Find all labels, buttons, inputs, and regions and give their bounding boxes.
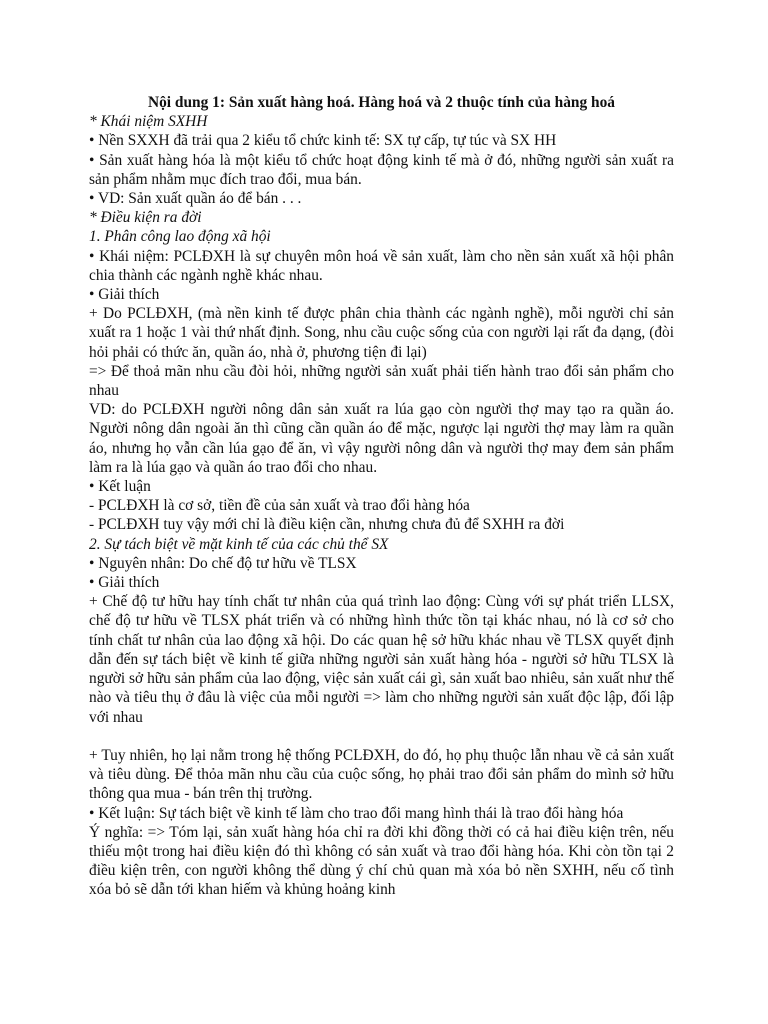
paragraph: => Để thoả mãn nhu cầu đòi hỏi, những người sản xuất phải tiến hành trao đổi sản phẩm cho nhau [89, 362, 674, 400]
section-heading: * Khái niệm SXHH [89, 113, 208, 131]
section-heading: * Điều kiện ra đời [89, 209, 202, 227]
paragraph: • Sản xuất hàng hóa là một kiểu tổ chức hoạt động kinh tế mà ở đó, những người sản xuất ra sản phẩm nhằm mục đích trao đổi, mua bán. [89, 151, 674, 188]
paragraph: • VD: Sản xuất quần áo để bán . . . [89, 190, 302, 208]
paragraph: - PCLĐXH là cơ sở, tiền đề của sản xuất và trao đổi hàng hóa [89, 497, 470, 515]
document-title: Nội dung 1: Sản xuất hàng hoá. Hàng hoá và 2 thuộc tính của hàng hoá [148, 94, 615, 111]
paragraph: • Kết luận [89, 478, 151, 496]
paragraph: • Nguyên nhân: Do chế độ tư hữu về TLSX [89, 554, 357, 572]
section-heading: 1. Phân công lao động xã hội [89, 228, 271, 246]
paragraph: • Giải thích [89, 574, 160, 592]
document-body [89, 112, 674, 899]
paragraph: + Do PCLĐXH, (mà nền kinh tế được phân chia thành các ngành nghề), mỗi người chỉ sản xuất ra 1 hoặc 1 vài thứ nhất định. Song, nhu cầu cuộc sống của con người lại rất đa dạng, (đòi hỏi phải có thức ăn, quần áo, nhà ở, phương tiện đi lại) [89, 305, 674, 361]
paragraph: + Chế độ tư hữu hay tính chất tư nhân của quá trình lao động: Cùng với sự phát triển LLSX, chế độ tư hữu về TLSX phát triển và có những hình thức tồn tại khác nhau, nó là cơ sở cho tính chất tư nhân của lao động xã hội. Do các quan hệ sở hữu khác nhau về TLSX quyết định dẫn đến sự tách biệt về kinh tế giữa những người sản xuất hàng hóa - người sở hữu TLSX là người sở hữu sản phẩm của lao động, việc sản xuất cái gì, sản xuất bao nhiêu, sản xuất như thế nào và tiêu thụ ở đâu là việc của mỗi người => làm cho những người sản xuất độc lập, đối lập với nhau [89, 593, 674, 726]
paragraph: VD: do PCLĐXH người nông dân sản xuất ra lúa gạo còn người thợ may tạo ra quần áo. Người nông dân ngoài ăn thì cũng cần quần áo để mặc, ngược lại người thợ may làm ra quần áo, nhưng họ vẫn cần lúa gạo để ăn, vì vậy người nông dân và người thợ may đem sản phẩm làm ra là lúa gạo và quần áo trao đổi cho nhau. [89, 401, 674, 476]
blank-line [89, 727, 674, 746]
paragraph: • Giải thích [89, 286, 160, 304]
section-heading: 2. Sự tách biệt về mặt kinh tế của các chủ thể SX [89, 535, 389, 553]
paragraph: Ý nghĩa: => Tóm lại, sản xuất hàng hóa chỉ ra đời khi đồng thời có cả hai điều kiện trên, nếu thiếu một trong hai điều kiện đó thì không có sản xuất và trao đổi hàng hóa. Khi còn tồn tại 2 điều kiện trên, con người không thể dùng ý chí chủ quan mà xóa bỏ nền SXHH, nếu cố tình xóa bỏ sẽ dẫn tới khan hiếm và khủng hoảng kinh [89, 823, 674, 899]
paragraph: • Nền SXXH đã trải qua 2 kiểu tổ chức kinh tế: SX tự cấp, tự túc và SX HH [89, 132, 557, 150]
paragraph: + Tuy nhiên, họ lại nằm trong hệ thống PCLĐXH, do đó, họ phụ thuộc lẫn nhau về cả sản xuất và tiêu dùng. Để thỏa mãn nhu cầu của cuộc sống, họ phải trao đổi sản phẩm do mình sở hữu thông qua mua - bán trên thị trường. [89, 746, 674, 803]
paragraph: - PCLĐXH tuy vậy mới chỉ là điều kiện cần, nhưng chưa đủ để SXHH ra đời [89, 516, 565, 534]
paragraph: • Kết luận: Sự tách biệt về kinh tế làm cho trao đổi mang hình thái là trao đổi hàng hóa [89, 804, 624, 822]
document-page [89, 93, 674, 900]
paragraph: • Khái niệm: PCLĐXH là sự chuyên môn hoá về sản xuất, làm cho nền sản xuất xã hội phân chia thành các ngành nghề khác nhau. [89, 247, 674, 284]
